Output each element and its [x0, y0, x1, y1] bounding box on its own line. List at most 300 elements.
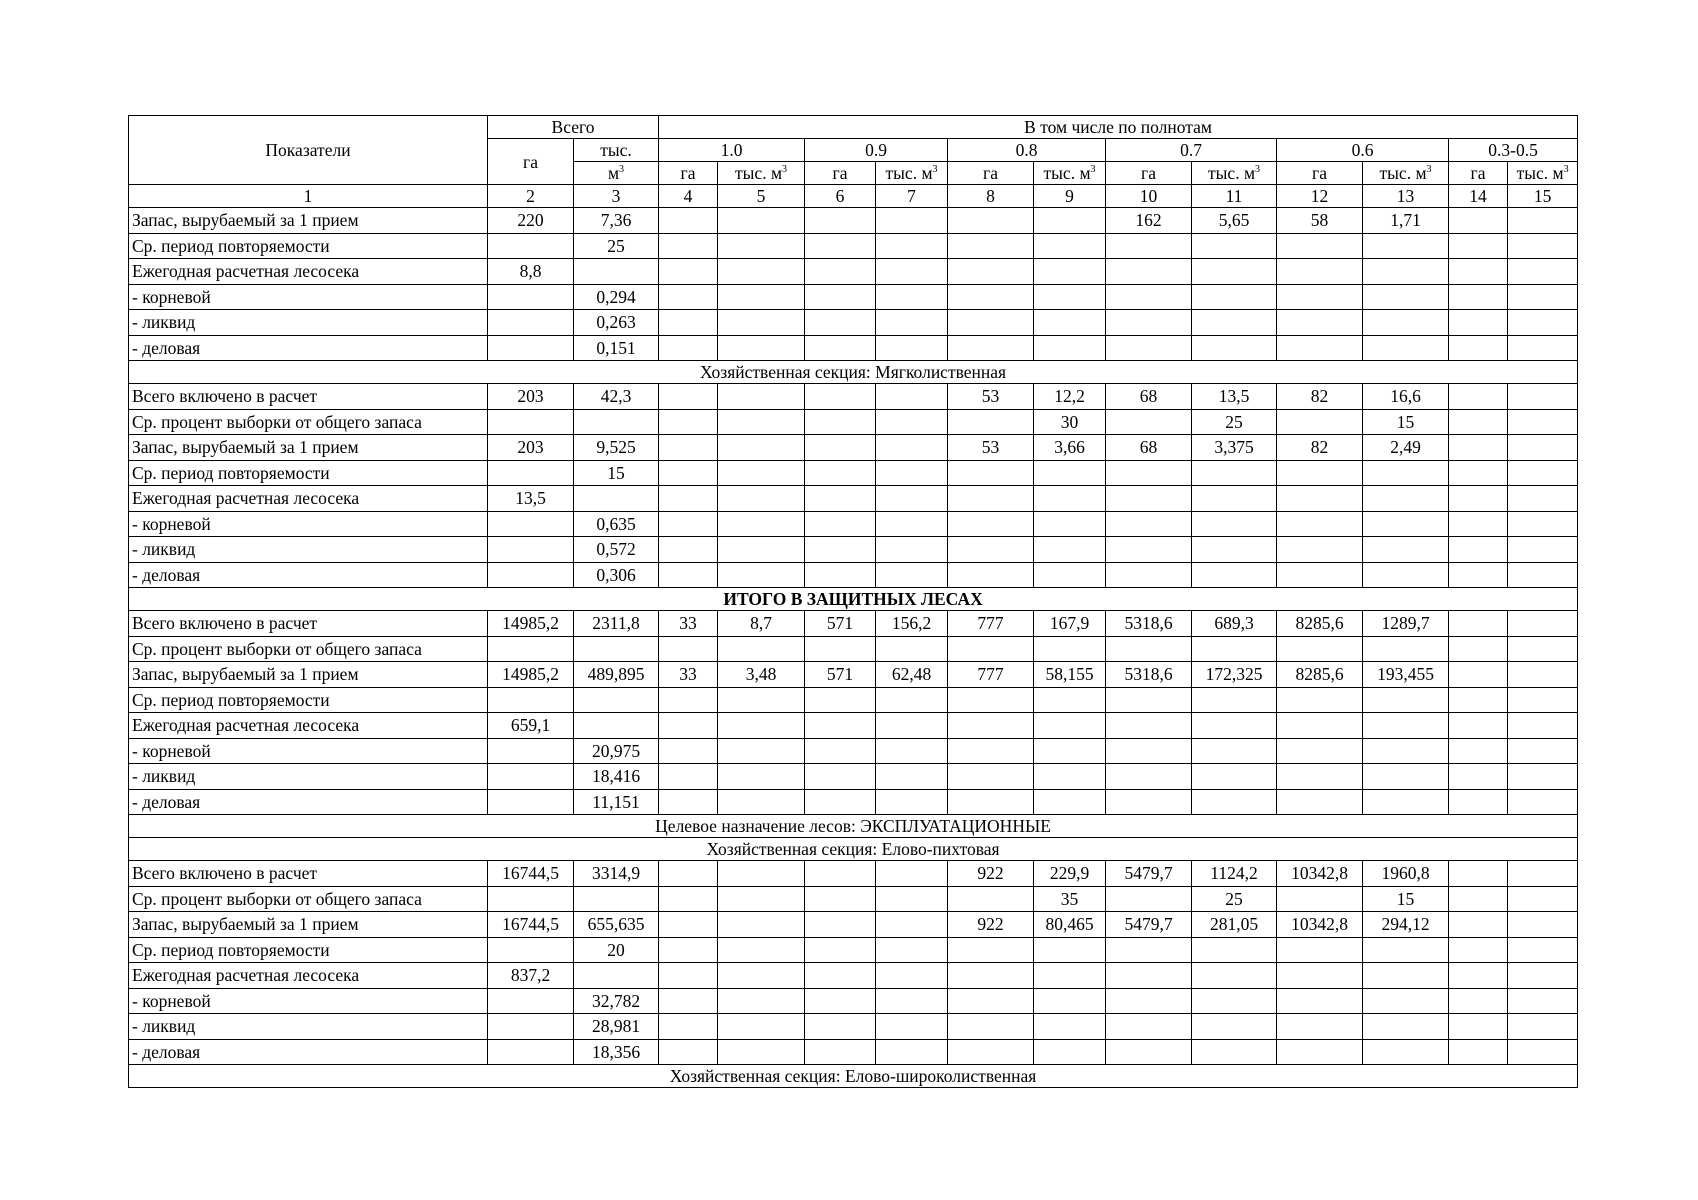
table-cell [876, 636, 948, 662]
table-cell [948, 233, 1034, 259]
table-cell [1449, 713, 1508, 739]
table-cell [1449, 738, 1508, 764]
table-cell [1106, 789, 1192, 815]
table-cell [1106, 988, 1192, 1014]
table-cell [718, 937, 805, 963]
table-cell [1277, 636, 1363, 662]
table-cell: 7,36 [574, 208, 659, 234]
row-label: Ср. период повторяемости [129, 460, 488, 486]
table-cell [876, 1014, 948, 1040]
table-cell [1508, 687, 1578, 713]
table-cell [1277, 259, 1363, 285]
table-row [129, 284, 1578, 310]
table-cell: 32,782 [574, 988, 659, 1014]
table-row [129, 384, 1578, 410]
total-volume-header-unit: $м^3$ [574, 162, 659, 185]
table-cell [876, 537, 948, 563]
table-cell: 777 [948, 662, 1034, 688]
table-cell [1449, 284, 1508, 310]
table-cell: 777 [948, 611, 1034, 637]
row-label: Ср. период повторяемости [129, 937, 488, 963]
table-cell: 203 [488, 384, 574, 410]
table-cell [876, 233, 948, 259]
table-cell: 30 [1034, 409, 1106, 435]
table-cell: 5,65 [1192, 208, 1277, 234]
table-cell [876, 713, 948, 739]
table-cell [488, 537, 574, 563]
table-cell [488, 1039, 574, 1065]
table-cell [1508, 310, 1578, 336]
table-cell [805, 738, 876, 764]
table-cell [1192, 284, 1277, 310]
table-cell [574, 713, 659, 739]
table-cell [1277, 687, 1363, 713]
row-label: Запас, вырубаемый за 1 прием [129, 208, 488, 234]
table-cell [1363, 511, 1449, 537]
table-cell [1363, 636, 1449, 662]
table-cell [1508, 988, 1578, 1014]
table-cell [1192, 988, 1277, 1014]
row-label: - корневой [129, 284, 488, 310]
table-cell [1192, 764, 1277, 790]
table-cell [1449, 687, 1508, 713]
table-cell [1449, 662, 1508, 688]
table-cell [659, 1039, 718, 1065]
table-cell [488, 886, 574, 912]
table-cell [876, 1039, 948, 1065]
table-cell [948, 1039, 1034, 1065]
table-cell [718, 1039, 805, 1065]
table-cell [718, 284, 805, 310]
table-cell [1034, 636, 1106, 662]
table-cell [1034, 738, 1106, 764]
table-cell: 33 [659, 611, 718, 637]
table-cell [805, 511, 876, 537]
column-number: 7 [876, 185, 948, 208]
table-cell [1363, 562, 1449, 588]
table-cell [659, 409, 718, 435]
indicators-header: Показатели [129, 116, 488, 185]
table-cell [1508, 233, 1578, 259]
table-cell: 8,7 [718, 611, 805, 637]
table-cell [948, 284, 1034, 310]
table-cell [488, 636, 574, 662]
table-cell [1277, 764, 1363, 790]
table-cell [659, 738, 718, 764]
table-cell [718, 310, 805, 336]
table-row [129, 662, 1578, 688]
table-cell [876, 259, 948, 285]
table-cell [659, 284, 718, 310]
table-cell [1449, 937, 1508, 963]
table-cell [659, 486, 718, 512]
table-cell [1034, 310, 1106, 336]
table-cell: 5479,7 [1106, 912, 1192, 938]
table-body [129, 208, 1578, 1088]
table-row [129, 409, 1578, 435]
table-cell [948, 486, 1034, 512]
table-cell [1277, 886, 1363, 912]
table-cell: 837,2 [488, 963, 574, 989]
table-cell [1034, 486, 1106, 512]
table-cell [659, 1014, 718, 1040]
table-row [129, 861, 1578, 887]
table-cell: 2311,8 [574, 611, 659, 637]
table-cell [948, 310, 1034, 336]
table-cell: 655,635 [574, 912, 659, 938]
unit-ha-header: га [805, 162, 876, 185]
table-cell [1508, 409, 1578, 435]
table-cell [1192, 687, 1277, 713]
table-cell: 14985,2 [488, 662, 574, 688]
table-cell [718, 562, 805, 588]
table-cell [1508, 912, 1578, 938]
density-header: 0.3-0.5 [1449, 139, 1578, 162]
table-cell [1508, 511, 1578, 537]
table-row [129, 1039, 1578, 1065]
table-cell [1034, 937, 1106, 963]
section-title: Хозяйственная секция: Елово-пихтовая [129, 838, 1578, 861]
table-cell [1106, 284, 1192, 310]
table-cell [1363, 233, 1449, 259]
column-number: 14 [1449, 185, 1508, 208]
table-cell [805, 537, 876, 563]
table-row [129, 310, 1578, 336]
table-cell [876, 562, 948, 588]
table-cell [1363, 284, 1449, 310]
row-label: - корневой [129, 988, 488, 1014]
table-cell [948, 988, 1034, 1014]
table-cell [488, 233, 574, 259]
table-cell [1034, 963, 1106, 989]
table-cell [1192, 738, 1277, 764]
table-cell [948, 687, 1034, 713]
table-cell [1363, 764, 1449, 790]
table-cell [718, 486, 805, 512]
table-cell [718, 738, 805, 764]
table-cell [718, 912, 805, 938]
table-cell [1034, 208, 1106, 234]
table-cell: 172,325 [1192, 662, 1277, 688]
table-cell [805, 861, 876, 887]
table-cell [1449, 912, 1508, 938]
table-cell [1449, 486, 1508, 512]
table-cell: 0,294 [574, 284, 659, 310]
table-cell [1277, 284, 1363, 310]
table-cell [1363, 486, 1449, 512]
table-cell [805, 963, 876, 989]
table-cell [1106, 687, 1192, 713]
table-cell [805, 687, 876, 713]
table-cell [805, 208, 876, 234]
table-cell [1192, 511, 1277, 537]
table-cell [805, 764, 876, 790]
table-cell: 20,975 [574, 738, 659, 764]
table-cell [659, 259, 718, 285]
table-cell: 16744,5 [488, 912, 574, 938]
table-cell [718, 409, 805, 435]
section-row [129, 1065, 1578, 1088]
table-cell: 68 [1106, 384, 1192, 410]
section-row [129, 815, 1578, 838]
table-cell [659, 937, 718, 963]
table-cell [805, 937, 876, 963]
row-label: Ср. процент выборки от общего запаса [129, 409, 488, 435]
density-header: 1.0 [659, 139, 805, 162]
section-title: Хозяйственная секция: Елово-широколиственная [129, 1065, 1578, 1088]
table-cell [488, 937, 574, 963]
table-cell [1508, 611, 1578, 637]
table-cell [718, 861, 805, 887]
table-cell: 68 [1106, 435, 1192, 461]
table-cell [805, 384, 876, 410]
row-label: - корневой [129, 511, 488, 537]
column-number: 4 [659, 185, 718, 208]
table-cell [1034, 789, 1106, 815]
table-cell [718, 764, 805, 790]
total-header: Всего [488, 116, 659, 139]
by-density-header: В том числе по полнотам [659, 116, 1578, 139]
table-cell [1508, 636, 1578, 662]
table-cell [1034, 1039, 1106, 1065]
table-cell [1449, 335, 1508, 361]
table-cell [876, 409, 948, 435]
table-cell: 58 [1277, 208, 1363, 234]
table-cell [805, 562, 876, 588]
table-cell [1508, 789, 1578, 815]
table-cell [659, 861, 718, 887]
table-cell [1508, 1039, 1578, 1065]
table-cell: 922 [948, 912, 1034, 938]
table-cell [948, 937, 1034, 963]
table-cell [1106, 259, 1192, 285]
table-cell: 13,5 [488, 486, 574, 512]
table-cell: 8285,6 [1277, 611, 1363, 637]
table-cell [948, 789, 1034, 815]
table-cell [574, 409, 659, 435]
table-cell [1106, 537, 1192, 563]
table-cell [1106, 233, 1192, 259]
row-label: - ликвид [129, 537, 488, 563]
table-cell [718, 511, 805, 537]
table-cell [1034, 511, 1106, 537]
table-cell [1363, 687, 1449, 713]
table-cell [876, 435, 948, 461]
table-cell [805, 409, 876, 435]
table-cell [1034, 988, 1106, 1014]
table-cell: 193,455 [1363, 662, 1449, 688]
table-cell [1277, 738, 1363, 764]
table-cell [1449, 208, 1508, 234]
table-cell [1277, 963, 1363, 989]
table-cell [1034, 259, 1106, 285]
table-cell [1363, 713, 1449, 739]
table-cell [1034, 537, 1106, 563]
table-cell: 8285,6 [1277, 662, 1363, 688]
table-row [129, 233, 1578, 259]
table-cell: 82 [1277, 435, 1363, 461]
table-cell [876, 764, 948, 790]
table-cell [1508, 662, 1578, 688]
table-row [129, 912, 1578, 938]
table-cell: 35 [1034, 886, 1106, 912]
total-volume-header-top: тыс. [574, 139, 659, 162]
table-cell [1106, 886, 1192, 912]
column-number: 5 [718, 185, 805, 208]
table-cell: 3,375 [1192, 435, 1277, 461]
unit-volume-header: тыс. $м^3$ [1192, 162, 1277, 185]
table-cell: 167,9 [1034, 611, 1106, 637]
table-cell [659, 384, 718, 410]
table-cell [659, 435, 718, 461]
table-cell [805, 713, 876, 739]
table-cell [948, 511, 1034, 537]
row-label: - ликвид [129, 1014, 488, 1040]
table-row [129, 963, 1578, 989]
table-cell: 3,66 [1034, 435, 1106, 461]
table-cell [1277, 988, 1363, 1014]
table-cell: 220 [488, 208, 574, 234]
table-cell: 489,895 [574, 662, 659, 688]
table-cell [1106, 764, 1192, 790]
table-cell [1277, 713, 1363, 739]
table-cell [1277, 562, 1363, 588]
table-cell [1192, 963, 1277, 989]
table-cell [659, 208, 718, 234]
row-label: Ср. процент выборки от общего запаса [129, 886, 488, 912]
table-cell [488, 284, 574, 310]
table-cell: 25 [1192, 409, 1277, 435]
table-cell [1192, 636, 1277, 662]
table-cell [718, 208, 805, 234]
table-cell [876, 310, 948, 336]
table-cell [876, 208, 948, 234]
table-cell [1508, 335, 1578, 361]
table-cell: 162 [1106, 208, 1192, 234]
table-row [129, 511, 1578, 537]
table-cell [1034, 233, 1106, 259]
unit-ha-header: га [1449, 162, 1508, 185]
table-cell: 5318,6 [1106, 611, 1192, 637]
row-label: Ср. период повторяемости [129, 233, 488, 259]
table-cell [805, 259, 876, 285]
table-cell [1449, 310, 1508, 336]
row-label: Ежегодная расчетная лесосека [129, 713, 488, 739]
section-row [129, 838, 1578, 861]
table-cell: 25 [1192, 886, 1277, 912]
section-row [129, 588, 1578, 611]
table-cell: 9,525 [574, 435, 659, 461]
table-cell [1192, 233, 1277, 259]
table-cell [1363, 1014, 1449, 1040]
table-cell [1034, 460, 1106, 486]
table-cell: 53 [948, 435, 1034, 461]
table-cell [1449, 259, 1508, 285]
table-cell [1363, 537, 1449, 563]
table-cell [1449, 1014, 1508, 1040]
column-number: 11 [1192, 185, 1277, 208]
table-cell [1106, 460, 1192, 486]
row-label: - ликвид [129, 310, 488, 336]
table-cell: 15 [1363, 886, 1449, 912]
table-cell [805, 310, 876, 336]
column-number: 12 [1277, 185, 1363, 208]
table-row [129, 537, 1578, 563]
table-cell: 18,356 [574, 1039, 659, 1065]
table-cell: 10342,8 [1277, 861, 1363, 887]
table-cell: 25 [574, 233, 659, 259]
unit-volume-header: тыс. $м^3$ [876, 162, 948, 185]
table-cell: 0,263 [574, 310, 659, 336]
table-cell [1508, 284, 1578, 310]
table-row [129, 988, 1578, 1014]
table-cell [659, 764, 718, 790]
table-cell [1449, 1039, 1508, 1065]
row-label: Ср. процент выборки от общего запаса [129, 636, 488, 662]
table-row [129, 335, 1578, 361]
table-cell: 5479,7 [1106, 861, 1192, 887]
table-cell [1192, 937, 1277, 963]
table-cell [659, 988, 718, 1014]
table-cell [948, 713, 1034, 739]
table-cell [1508, 537, 1578, 563]
table-row [129, 886, 1578, 912]
table-cell: 2,49 [1363, 435, 1449, 461]
table-row [129, 636, 1578, 662]
table-cell [1106, 310, 1192, 336]
table-cell [488, 789, 574, 815]
table-cell [718, 988, 805, 1014]
table-cell [659, 537, 718, 563]
table-cell [805, 789, 876, 815]
table-row [129, 208, 1578, 234]
column-number-row [129, 185, 1578, 208]
table-cell: 10342,8 [1277, 912, 1363, 938]
column-number: 10 [1106, 185, 1192, 208]
table-cell [1449, 233, 1508, 259]
table-cell [948, 764, 1034, 790]
table-cell [488, 764, 574, 790]
row-label: Всего включено в расчет [129, 611, 488, 637]
table-cell [1192, 1014, 1277, 1040]
table-cell [1449, 409, 1508, 435]
table-cell [1106, 486, 1192, 512]
table-cell [1508, 486, 1578, 512]
table-cell [876, 912, 948, 938]
table-cell [876, 486, 948, 512]
table-cell [805, 460, 876, 486]
row-label: Ежегодная расчетная лесосека [129, 963, 488, 989]
document-page [128, 115, 1577, 1088]
table-cell [659, 562, 718, 588]
section-title: Целевое назначение лесов: ЭКСПЛУАТАЦИОННЫЕ [129, 815, 1578, 838]
table-cell [876, 738, 948, 764]
table-cell [1192, 1039, 1277, 1065]
table-cell [1449, 537, 1508, 563]
table-cell [488, 738, 574, 764]
table-cell [488, 511, 574, 537]
table-cell: 0,572 [574, 537, 659, 563]
table-cell [1192, 259, 1277, 285]
table-cell [1277, 789, 1363, 815]
column-number: 13 [1363, 185, 1449, 208]
table-cell: 80,465 [1034, 912, 1106, 938]
unit-volume-header: тыс. $м^3$ [718, 162, 805, 185]
unit-ha-header: га [1277, 162, 1363, 185]
table-cell: 53 [948, 384, 1034, 410]
table-cell [1449, 789, 1508, 815]
table-cell [1277, 937, 1363, 963]
